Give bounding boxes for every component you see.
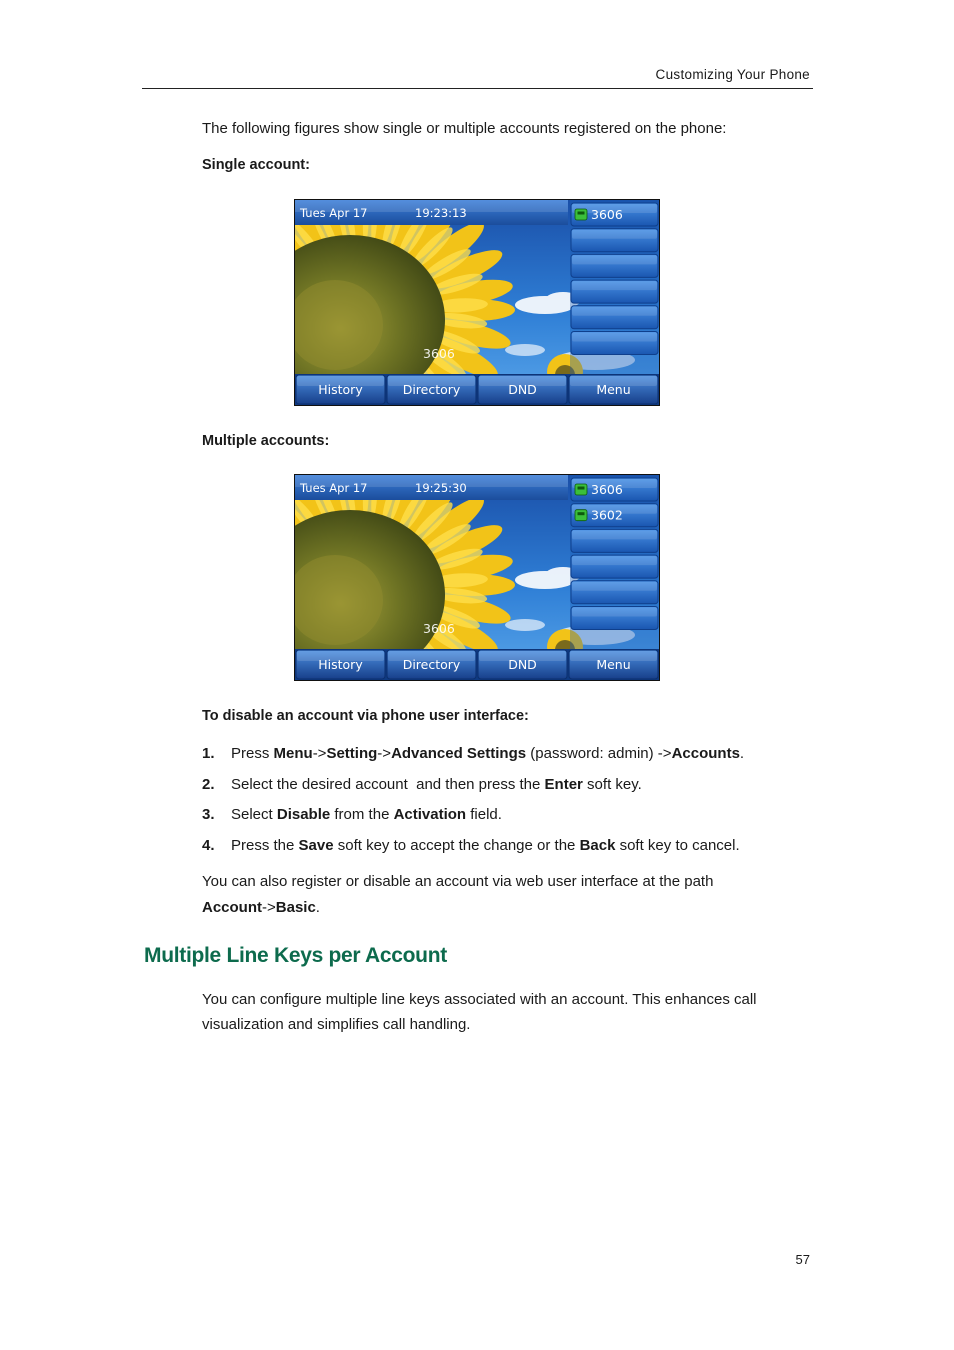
ui-term: Enter xyxy=(544,775,583,793)
step-text: from the xyxy=(330,806,394,823)
step-text: Select the desired account and then press the xyxy=(231,775,545,793)
step-text: soft key to accept the change or the xyxy=(333,836,580,854)
step-text: soft key. xyxy=(582,775,642,793)
softkey-label: History xyxy=(318,657,363,672)
section-body-line1: You can configure multiple line keys associated with an account. This enhances call xyxy=(202,991,757,1008)
softkey-2 xyxy=(387,650,476,679)
softkey-label: Menu xyxy=(596,382,631,397)
procedure-step xyxy=(202,772,842,797)
step-text: . xyxy=(739,745,745,762)
path-basic: Basic xyxy=(275,899,316,916)
line-key-2 xyxy=(571,504,658,527)
step-text: -> xyxy=(312,745,327,762)
ui-term: Disable xyxy=(276,806,331,823)
step-number: 1. xyxy=(202,745,215,762)
step-text: Press the xyxy=(231,836,299,854)
web-note-path xyxy=(202,895,320,920)
line-key-3 xyxy=(571,254,658,277)
step-number: 3. xyxy=(202,806,215,823)
single-account-heading: Single account: xyxy=(202,157,310,173)
line-key-6 xyxy=(571,332,658,355)
status-date: Tues Apr 17 xyxy=(300,481,368,495)
procedure-step xyxy=(202,741,842,766)
line-key-1 xyxy=(571,478,658,501)
path-end: . xyxy=(315,899,320,916)
line-key-label: 3606 xyxy=(591,207,623,222)
line-key-4 xyxy=(571,555,658,578)
procedure-step xyxy=(202,833,842,858)
step-text: Select xyxy=(231,806,277,823)
procedure-steps xyxy=(202,741,842,858)
section-title: Multiple Line Keys per Account xyxy=(144,944,447,967)
softkey-1 xyxy=(296,375,385,404)
running-header: Customizing Your Phone xyxy=(655,67,810,82)
softkey-label: Menu xyxy=(596,657,631,672)
line-key-6 xyxy=(571,607,658,630)
ui-term: Save xyxy=(298,836,334,854)
softkey-1 xyxy=(296,650,385,679)
softkey-4 xyxy=(569,650,658,679)
status-time: 19:23:13 xyxy=(415,206,467,220)
header-rule xyxy=(142,88,813,89)
step-text: (password: admin) -> xyxy=(526,745,672,762)
procedure-step xyxy=(202,802,842,827)
line-key-label: 3606 xyxy=(591,482,623,497)
account-label: 3606 xyxy=(423,621,455,636)
procedure-heading: To disable an account via phone user interface: xyxy=(202,708,529,724)
softkey-3 xyxy=(478,375,567,404)
ui-term: Accounts xyxy=(671,745,740,762)
softkey-3 xyxy=(478,650,567,679)
softkey-2 xyxy=(387,375,476,404)
line-key-label: 3602 xyxy=(591,507,623,523)
multiple-accounts-heading: Multiple accounts: xyxy=(202,433,330,449)
intro-text: The following figures show single or multiple accounts registered on the phone: xyxy=(202,120,727,137)
ui-term: Activation xyxy=(393,806,467,823)
softkey-label: DND xyxy=(508,657,537,672)
step-number: 4. xyxy=(202,836,215,854)
line-registered-icon xyxy=(575,510,587,521)
step-text: soft key to cancel. xyxy=(615,836,740,854)
line-key-1 xyxy=(571,203,658,226)
step-number: 2. xyxy=(202,775,215,793)
path-account: Account xyxy=(202,899,262,916)
softkey-label: Directory xyxy=(402,382,461,397)
web-note-line1: You can also register or disable an account via web user interface at the path xyxy=(202,873,714,890)
line-key-5 xyxy=(571,306,658,329)
softkey-4 xyxy=(569,375,658,404)
single-account-screenshot xyxy=(294,199,660,406)
step-text: -> xyxy=(377,745,392,762)
path-arrow: -> xyxy=(262,899,276,916)
ui-term: Menu xyxy=(273,745,313,762)
softkey-label: DND xyxy=(508,382,537,397)
ui-term: Setting xyxy=(326,745,378,762)
ui-term: Advanced Settings xyxy=(391,745,527,762)
section-body-line2: visualization and simplifies call handling. xyxy=(202,1016,471,1033)
step-text: field. xyxy=(466,806,502,823)
line-key-4 xyxy=(571,280,658,303)
line-key-3 xyxy=(571,529,658,552)
multiple-accounts-screenshot xyxy=(294,474,660,681)
line-key-2 xyxy=(571,229,658,252)
status-time: 19:25:30 xyxy=(415,481,467,495)
softkey-label: History xyxy=(318,382,363,397)
line-key-5 xyxy=(571,581,658,604)
step-text: Press xyxy=(231,745,274,762)
status-date: Tues Apr 17 xyxy=(300,206,368,220)
page-number: 57 xyxy=(795,1252,810,1267)
account-label: 3606 xyxy=(423,346,455,361)
ui-term: Back xyxy=(579,836,616,854)
softkey-label: Directory xyxy=(402,657,461,672)
